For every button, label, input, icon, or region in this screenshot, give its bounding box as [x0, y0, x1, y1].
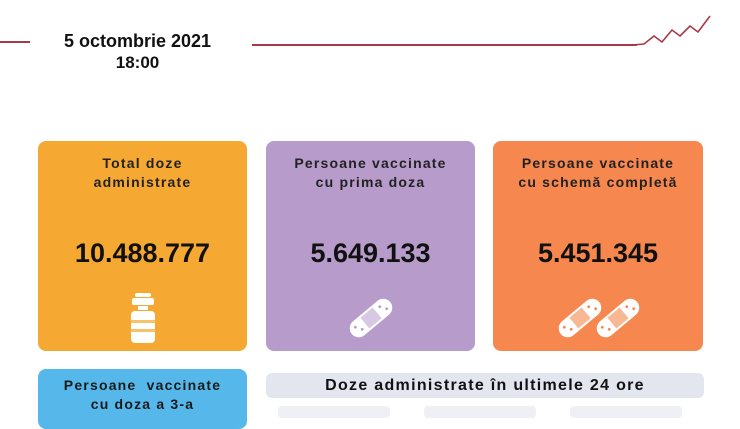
report-datetime	[40, 30, 235, 74]
report-time: 18:00	[115, 53, 160, 72]
trend-up-icon	[632, 10, 716, 52]
card-value: 5.649.133	[310, 238, 431, 268]
last-24h-box	[424, 406, 536, 418]
card-first-dose	[266, 141, 475, 351]
double-bandage-icon	[555, 293, 645, 343]
last-24h-heading: Doze administrate în ultimele 24 ore	[266, 373, 704, 398]
card-title: Persoane vaccinate cu schemă completă	[518, 155, 678, 190]
report-date: 5 octombrie 2021	[63, 31, 212, 51]
card-complete-schedule	[493, 141, 703, 351]
header-line-left	[0, 41, 30, 43]
card-title: Persoane vaccinate cu doza a 3-a	[63, 377, 222, 412]
card-total-doses	[38, 141, 247, 351]
card-title: Persoane vaccinate cu prima doza	[294, 155, 447, 190]
card-title: Total doze administrate	[93, 155, 192, 190]
last-24h-box	[278, 406, 390, 418]
last-24h-box	[570, 406, 682, 418]
card-value: 5.451.345	[537, 238, 659, 268]
card-value: 10.488.777	[74, 238, 211, 268]
header-line-right	[252, 44, 637, 46]
bandage-icon	[344, 293, 398, 343]
vaccine-vial-icon	[128, 293, 158, 345]
card-third-dose	[38, 369, 247, 429]
